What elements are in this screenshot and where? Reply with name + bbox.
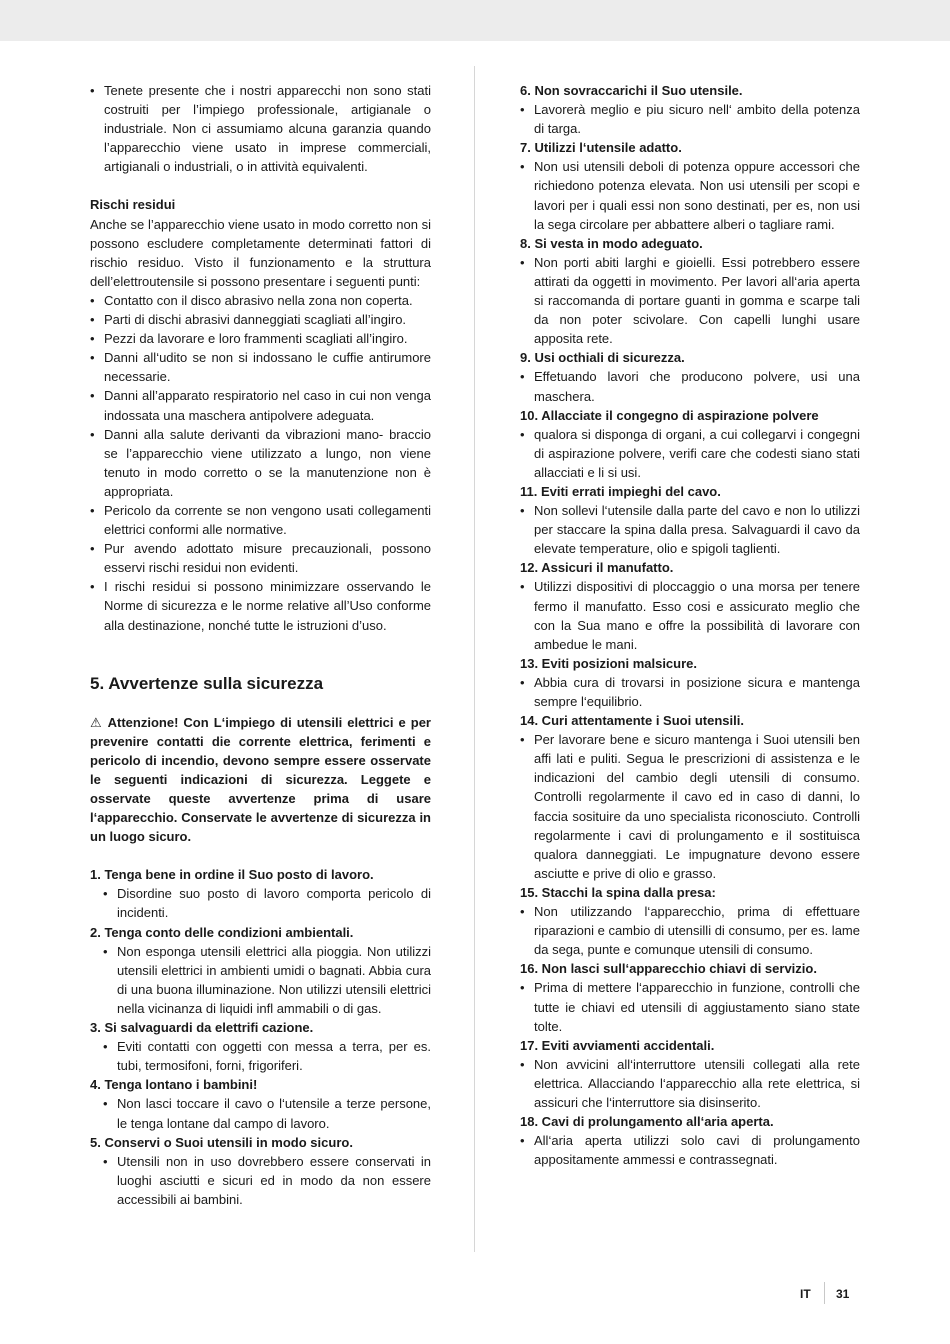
list-item: • All‘aria aperta utilizzi solo cavi di prolungamento appositamente ammessi e contrassegnati.	[520, 1131, 860, 1169]
rule-heading: 18. Cavi di prolungamento all‘aria aperta.	[520, 1114, 774, 1130]
residual-risks-list	[90, 291, 431, 635]
safety-rule	[90, 1018, 431, 1075]
list-item: • I rischi residui si possono minimizzare osservando le Norme di sicurezza e le norme relative all’Uso conforme alla destinazione, nonché tutte le istruzioni d’uso.	[90, 577, 431, 634]
residual-risks-text: Anche se l’apparecchio viene usato in modo corretto non si possono escludere completamente determinati fattori di rischio residuo. Visto il funzionamento e la struttura dell’elettroutensile si possono presentare i seguenti punti:	[90, 216, 431, 289]
safety-rule	[520, 234, 860, 349]
list-item: • Non usi utensili deboli di potenza oppure accessori che richiedono potenza elevata. Non usi utensili per scopi e lavori per i quali essi non sono destinati, per es, non usi la sega circolare per abbattere alberi o tagliare rami.	[520, 157, 860, 233]
footer-divider	[824, 1282, 825, 1304]
list-item: • Danni all‘udito se non si indossano le cuffie antirumore necessarie.	[90, 348, 431, 386]
list-item: • Utensili non in uso dovrebbero essere conservati in luoghi asciutti e sicuri ed in modo da non essere accessibili ai bambini.	[103, 1152, 431, 1209]
page-number: 31	[836, 1287, 850, 1301]
safety-rule	[90, 865, 431, 922]
rule-heading: 2. Tenga conto delle condizioni ambientali.	[90, 924, 354, 940]
section-title: 5. Avvertenze sulla sicurezza	[90, 673, 324, 693]
top-header-band	[0, 0, 950, 41]
warning-icon: ⚠	[90, 714, 104, 730]
right-column	[520, 81, 860, 1169]
list-item: • Prima di mettere l‘apparecchio in funzione, controlli che tutte ie chiavi ed utensili di aggiustamento siano state tolte.	[520, 978, 860, 1035]
list-item: • Pur avendo adottato misure precauzionali, possono esservi rischi residui non evidenti.	[90, 539, 431, 577]
safety-rule	[90, 1075, 431, 1132]
list-item: • Non porti abiti larghi e gioielli. Essi potrebbero essere attirati da oggetti in movimento. Per lavori all‘aria aperta si raccomanda di portare guanti in gomma e scarpe tali da non poter scivolare. Con capelli lunghi usare apposita rete.	[520, 253, 860, 348]
rule-heading: 3. Si salvaguardi da elettrifi cazione.	[90, 1020, 314, 1036]
list-item: • qualora si disponga di organi, a cui collegarvi i congegni di aspirazione polvere, verifi care che codesti siano stati allacciati e li si usi.	[520, 425, 860, 482]
rule-heading: 11. Eviti errati impieghi del cavo.	[520, 483, 721, 499]
safety-rule	[520, 558, 860, 653]
list-item: • Pezzi da lavorare e loro frammenti scagliati all’ingiro.	[90, 329, 431, 348]
list-item: • Abbia cura di trovarsi in posizione sicura e mantenga sempre l‘equilibrio.	[520, 673, 860, 711]
list-item: • Non sollevi l‘utensile dalla parte del cavo e non lo utilizzi per staccare la spina dalla presa. Salvaguardi il cavo da elevate temperature, olio e spigoli taglienti.	[520, 501, 860, 558]
safety-rule	[520, 1036, 860, 1112]
safety-rule	[90, 1133, 431, 1209]
safety-rule	[520, 1112, 860, 1169]
safety-rule	[520, 482, 860, 558]
rule-heading: 13. Eviti posizioni malsicure.	[520, 655, 698, 671]
rule-heading: 16. Non lasci sull‘apparecchio chiavi di servizio.	[520, 961, 817, 977]
list-item: • Contatto con il disco abrasivo nella zona non coperta.	[90, 291, 431, 310]
rule-heading: 17. Eviti avviamenti accidentali.	[520, 1037, 715, 1053]
safety-rule	[520, 959, 860, 1035]
rule-heading: 9. Usi octhiali di sicurezza.	[520, 350, 685, 366]
rule-heading: 1. Tenga bene in ordine il Suo posto di lavoro.	[90, 867, 374, 883]
column-divider	[474, 66, 475, 1252]
rule-heading: 6. Non sovraccarichi il Suo utensile.	[520, 83, 743, 98]
list-item: • Non esponga utensili elettrici alla pioggia. Non utilizzi utensili elettrici in ambienti umidi o bagnati. Abbia cura di una buona illuminazione. Non utilizzi utensili elettrici nella vicinanza di liquidi infl ammabili o di gas.	[103, 942, 431, 1018]
warning-text: Attenzione! Con L‘impiego di utensili elettrici e per prevenire contatti die corrente elettrica, ferimenti e pericolo di incendio, devono sempre essere osservate le seguenti indicazioni di sicurezza. Leggete e osservate queste avvertenze prima di usare l‘apparecchio. Conservate le avvertenze di sicurezza in un luogo sicuro.	[90, 714, 431, 845]
safety-rule	[520, 348, 860, 405]
language-label: IT	[800, 1287, 811, 1301]
list-item: • Disordine suo posto di lavoro comporta pericolo di incidenti.	[103, 884, 431, 922]
list-item: • Eviti contatti con oggetti con messa a terra, per es. tubi, termosifoni, forni, frigoriferi.	[103, 1037, 431, 1075]
list-item: • Danni alla salute derivanti da vibrazioni mano- braccio se l’apparecchio viene utilizzato a lungo, non viene tenuto in modo corretto o se la manutenzione non è appropriata.	[90, 425, 431, 501]
list-item: • Non avvicini all‘interruttore utensili collegati alla rete elettrica. Allacciando l‘apparecchio alla rete elettrica, si assicuri che l‘interruttore sia disinserito.	[520, 1055, 860, 1112]
list-item: • Non utilizzando l‘apparecchio, prima di effettuare riparazioni e cambio di utensilli di consumo, per es. lame da sega, punte e comunque utensili di consumo.	[520, 902, 860, 959]
rule-heading: 10. Allacciate il congegno di aspirazione polvere	[520, 407, 819, 423]
safety-rule	[520, 138, 860, 233]
list-item: • Non lasci toccare il cavo o l‘utensile a terze persone, le tenga lontane dal campo di lavoro.	[103, 1094, 431, 1132]
rule-heading: 14. Curi attentamente i Suoi utensili.	[520, 713, 744, 729]
rule-heading: 5. Conservi o Suoi utensili in modo sicuro.	[90, 1134, 353, 1150]
safety-rule	[90, 923, 431, 1018]
rule-heading: 12. Assicuri il manufatto.	[520, 560, 674, 576]
list-item: • Effetuando lavori che producono polvere, usi una maschera.	[520, 367, 860, 405]
warning-paragraph	[90, 713, 431, 847]
list-item: • Lavorerà meglio e piu sicuro nell‘ ambito della potenza di targa.	[520, 100, 860, 138]
intro-list	[90, 81, 431, 176]
rule-heading: 7. Utilizzi l‘utensile adatto.	[520, 140, 682, 156]
left-column	[90, 81, 431, 1209]
list-item: • Per lavorare bene e sicuro mantenga i Suoi utensili ben affi lati e puliti. Segua le prescrizioni di assistenza e le indicazioni del cambio degli utensili di consumo. Controlli regolarmente il cavo ed in caso di danni, lo faccia sosituire da uno specialista riconosciuto. Controlli regolarmente i cavi di prolungamento e il sostituisca qualora danneggiati. Le impugnature devono essere asciutte e prive di olio e grasso.	[520, 730, 860, 883]
list-item: • Pericolo da corrente se non vengono usati collegamenti elettrici conformi alle normative.	[90, 501, 431, 539]
safety-rule	[520, 883, 860, 959]
list-item: • Parti di dischi abrasivi danneggiati scagliati all’ingiro.	[90, 310, 431, 329]
list-item: • Tenete presente che i nostri apparecchi non sono stati costruiti per l’impiego professionale, artigianale o industriale. Non ci assumiamo alcuna garanzia quando l’apparecchio viene usato in imprese commerciali, artigianali o industriali, o in attività equivalenti.	[90, 81, 431, 176]
safety-rule	[520, 711, 860, 883]
safety-rule	[520, 406, 860, 482]
safety-rule	[520, 654, 860, 711]
list-item: • Danni all’apparato respiratorio nel caso in cui non venga indossata una maschera antipolvere adeguata.	[90, 386, 431, 424]
rule-heading: 4. Tenga lontano i bambini!	[90, 1077, 258, 1093]
residual-risks-heading: Rischi residui	[90, 197, 176, 213]
safety-rule	[520, 81, 860, 138]
rule-heading: 8. Si vesta in modo adeguato.	[520, 235, 703, 251]
rule-heading: 15. Stacchi la spina dalla presa:	[520, 884, 716, 900]
list-item: • Utilizzi dispositivi di ploccaggio o una morsa per tenere fermo il manufatto. Esso cosi e assicurato meglio che con la Sua mano e offre la possibilità di lavorare con ambedue le mani.	[520, 577, 860, 653]
